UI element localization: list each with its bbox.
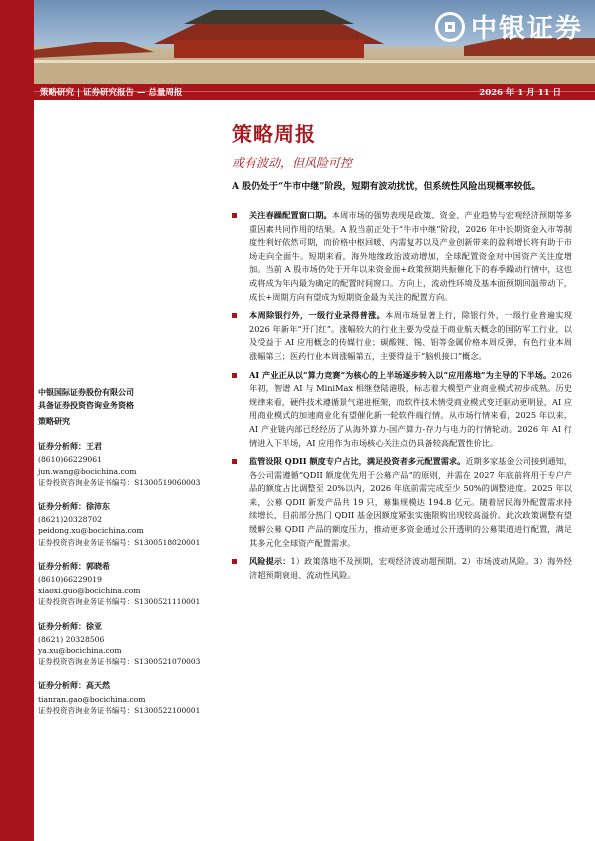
bullet-heading: AI 产业正从以“算力竞赛”为核心的上半场逐步转入以“应用落地”为主导的下半场。 [249, 369, 552, 380]
analyst-card [38, 680, 218, 716]
bullet-text: 1）政策落地不及预期，宏观经济波动超预期。2）市场波动风险。3）海外经济超预期衰退、流动性风险。 [249, 556, 572, 580]
analyst-phone: (8610)66229061 [38, 455, 102, 465]
analyst-name: 证券分析师：王君 [38, 442, 102, 452]
analyst-phone: (8621)20328702 [38, 515, 102, 525]
analyst-email[interactable]: peidong.xu@bocichina.com [38, 526, 144, 536]
boc-securities-logo [435, 8, 583, 45]
analyst-phone: (8610)66229019 [38, 575, 102, 585]
research-section: 策略研究 [38, 417, 70, 426]
company-name: 中银国际证券股份有限公司 [38, 388, 134, 397]
left-accent-bar [0, 0, 34, 841]
bullet-heading: 监管设限 QDII 额度专户占比，满足投资者多元配置需求。 [249, 456, 466, 467]
analyst-license: 证券投资咨询业务证书编号：S1300522100001 [38, 705, 201, 715]
breadcrumb: 策略研究 | 证券研究报告 — 总量周报 [40, 88, 183, 98]
lead-summary: A 股仍处于“牛市中继”阶段，短期有波动扰忧，但系统性风险出现概率较低。 [232, 182, 541, 192]
analyst-license: 证券投资咨询业务证书编号：S1300521070003 [38, 657, 201, 667]
bullet-item [232, 309, 572, 363]
analyst-name: 证券分析师：徐沛东 [38, 502, 110, 512]
bullet-heading: 风险提示： [249, 556, 291, 567]
bullet-item [232, 555, 572, 582]
bullet-text: 本周市场显著上行，除银行外，一级行业普遍实现 2026 年新年“开门红”。涨幅较大的行业主要为受益于商业航天概念的国防军工行业，以及受益于 AI 应用概念的传媒行业；碳酸锂、锡、铝等金属价格本周反弹，有色行业本周涨幅第三；医药行业本周涨幅第五，主要得益于“脑机接口”概念。 [249, 310, 572, 361]
logo-text: 中银证券 [470, 14, 583, 44]
bullet-text: 近期多家基金公司接到通知，各公司需遵循“QDII 额度优先用于公募产品”的原则，并需在 2027 年底前将用于专户产品的额度占比调整至 20%以内，2026 年底前需完成至少 50%的调整进度。2025 年以来，公募 QDII 新发产品共 19 只，募集规模达 194.8 亿元。随着居民海外配置需求持续增长，目前部分热门 QDII 基金因额度紧张实施限购出现较高溢价。此次政策调整有望缓解公募 QDII 产品的额度压力，推动更多资金通过公开透明的公募渠道进行配置，满足其多元化全球资产配置需求。 [249, 456, 572, 548]
report-date: 2026 年 1 月 11 日 [479, 88, 561, 98]
analyst-card [38, 501, 218, 548]
bullet-heading: 本周除银行外，一级行业录得普涨。 [249, 310, 386, 321]
analyst-email[interactable]: tianran.gao@bocichina.com [38, 694, 146, 704]
analyst-name: 证券分析师：高天然 [38, 681, 110, 691]
company-qualification: 具备证券投资咨询业务资格 [38, 401, 134, 410]
report-subtitle: 或有波动，但风险可控 [232, 156, 353, 170]
analyst-name: 证券分析师：徐亚 [38, 621, 102, 631]
analyst-name: 证券分析师：郭晓希 [38, 561, 110, 571]
bullet-text: 2026 年初，智谱 AI 与 MiniMax 相继登陆港股，标志着大模型产业商业模式初步成熟。历史规律来看，硬件技术遵循景气递进框架，而软件技术情受商业模式变迁驱动更明显，AI 应用商业模式的加速商业化有望催化新一轮软件端行情。从市场行情来看，2025 年以来，AI 产业链内部已经经历了从海外算力-国产算力-存力与电力的行情轮动。2026 年 AI 行情进入下半场，AI 应用作为市场核心关注点仍具备较高配置性价比。 [249, 369, 572, 448]
bullet-marker-icon [232, 373, 237, 378]
bullet-marker-icon [232, 313, 237, 318]
analyst-email[interactable]: ya.xu@bocichina.com [38, 646, 122, 656]
analyst-card [38, 621, 218, 668]
header-banner-image [34, 0, 595, 84]
analyst-phone: (8621) 20328506 [38, 634, 105, 644]
analyst-sidebar [38, 386, 218, 729]
bullet-item [232, 209, 572, 304]
bullet-item [232, 369, 572, 451]
analyst-license: 证券投资咨询业务证书编号：S1300521110001 [38, 597, 201, 607]
analyst-card [38, 441, 218, 488]
bullet-text: 本周市场的强势表现是政策、资金、产业趋势与宏观经济预期等多重因素共同作用的结果。A 股当前正处于“牛市中继”阶段，2026 年中长期资金入市等制度性利好依然可期，而价格中枢回暖、内需复苏以及产业创新带来的盈利增长将有助于市场走向全面牛。短期来看，海外地缘政治波动增加，全球配置资金对中国资产关注度增加。当前 A 股市场仍处于开年以来资金面+政策预期共振催化下的春季躁动行情中，这也或将成为年内最为确定的配置时间窗口。方向上，流动性环境及基本面预期回温带动下，成长+周期方向有望成为短期资金最为关注的配置方向。 [249, 210, 572, 302]
bullet-heading: 关注春躁配置窗口期。 [249, 210, 332, 220]
report-title: 策略周报 [232, 122, 316, 146]
bullet-marker-icon [232, 459, 237, 464]
analyst-card [38, 561, 218, 608]
analyst-email[interactable]: xiaoxi.guo@bocichina.com [38, 586, 141, 596]
bullet-marker-icon [232, 559, 237, 564]
bullet-marker-icon [232, 213, 237, 218]
boc-logo-icon [435, 12, 465, 42]
bullet-item [232, 455, 572, 550]
analyst-license: 证券投资咨询业务证书编号：S1300519060003 [38, 477, 201, 487]
key-points-list [232, 209, 572, 587]
analyst-email[interactable]: jun.wang@bocichina.com [38, 466, 137, 476]
analyst-license: 证券投资咨询业务证书编号：S1300518020001 [38, 537, 201, 547]
